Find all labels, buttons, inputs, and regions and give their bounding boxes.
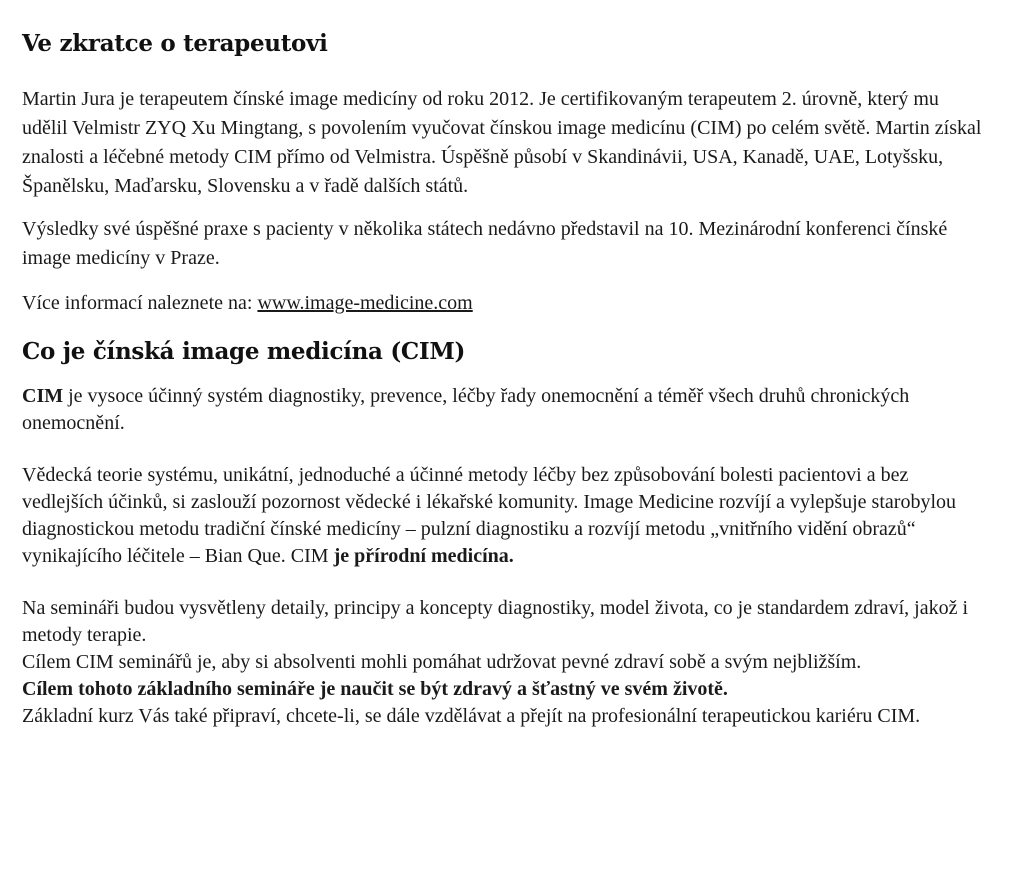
website-link[interactable]: www.image-medicine.com: [257, 292, 473, 314]
cim-definition-text: je vysoce účinný systém diagnostiky, prevence, léčby řady onemocnění a téměř všech druhů chronických onemocnění.: [22, 385, 910, 434]
more-info-label: Více informací naleznete na:: [22, 292, 258, 314]
seminar-goal-text: Cílem CIM seminářů je, aby si absolventi mohli pomáhat udržovat pevné zdraví sobě a svým nejbližším.: [22, 651, 862, 673]
more-info-paragraph: [22, 289, 982, 318]
cim-theory-paragraph: [22, 462, 982, 570]
cim-definition-paragraph: [22, 383, 982, 437]
document-page: [22, 0, 982, 730]
therapist-bio-paragraph: Martin Jura je terapeutem čínské image medicíny od roku 2012. Je certifikovaným terapeutem 2. úrovně, který mu udělil Velmistr ZYQ Xu Mingtang, s povolením vyučovat čínskou image medicínu (CIM) po celém světě. Martin získal znalosti a léčebné metody CIM přímo od Velmistra. Úspěšně působí v Skandinávii, USA, Kanadě, UAE, Lotyšsku, Španělsku, Maďarsku, Slovensku a v řadě dalších států.: [22, 88, 982, 197]
cim-theory-text: Vědecká teorie systému, unikátní, jednoduché a účinné metody léčby bez způsobování bolesti pacientovi a bez vedlejších účinků, si zaslouží pozornost vědecké i lékařské komunity. Image Medicine rozvíjí a vylepšuje starobylou diagnostickou metodu tradiční čínské medicíny – pulzní diagnostiku a rozvíjí metodu „vnitřního vidění obrazů“ vynikajícího léčitele – Bian Que. CIM: [22, 464, 956, 567]
cim-heading: Co je čínská image medicína (CIM): [22, 338, 466, 365]
results-paragraph: Výsledky své úspěšné praxe s pacienty v několika státech nedávno představil na 10. Mezinárodní konferenci čínské image medicíny v Praze.: [22, 218, 948, 269]
seminar-main-goal: Cílem tohoto základního semináře je naučit se být zdravý a šťastný ve svém životě.: [22, 678, 728, 700]
therapist-heading: Ve zkratce o terapeutovi: [22, 30, 328, 57]
basic-course-text: Základní kurz Vás také připraví, chcete-li, se dále vzdělávat a přejít na profesionální terapeutickou kariéru CIM.: [22, 705, 921, 727]
seminar-paragraph: [22, 595, 982, 730]
seminar-details-text: Na semináři budou vysvětleny detaily, principy a koncepty diagnostiky, model života, co je standardem zdraví, jakož i metody terapie.: [22, 597, 969, 646]
cim-term: CIM: [22, 385, 64, 407]
natural-medicine-emphasis: je přírodní medicína.: [333, 545, 514, 567]
